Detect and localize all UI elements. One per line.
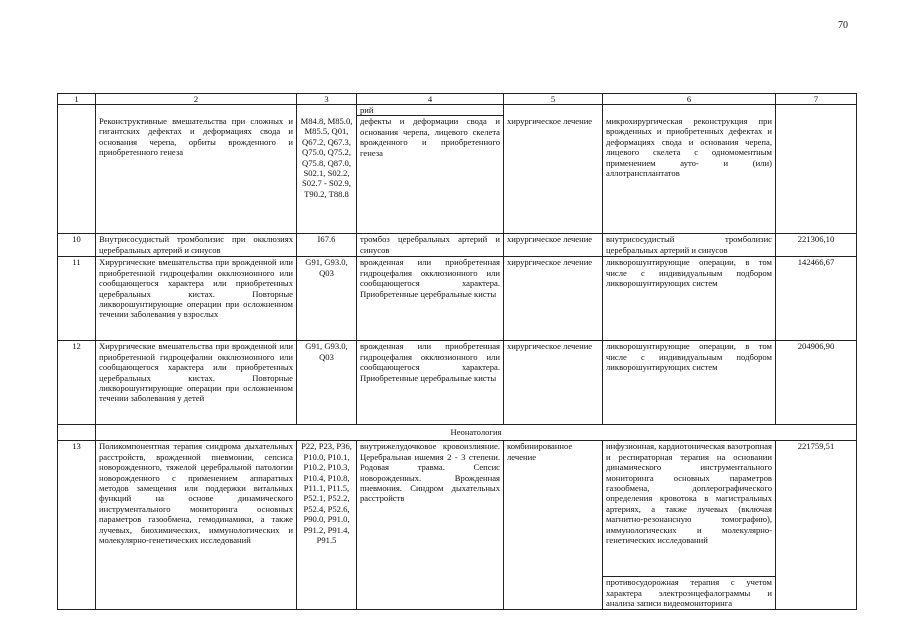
cell-text: противосудорожная терапия с учетом характера электроэнцефалограммы и анализа записи видеомониторинга	[606, 577, 772, 609]
header-cell: 2	[96, 94, 297, 105]
cell-icd-codes: G91, G93.0, Q03	[297, 341, 357, 425]
cell-treatment-method: внутрисосудистый тромболизис церебральных артерий и синусов	[603, 234, 776, 257]
header-cell: 1	[58, 94, 96, 105]
header-cell: 7	[776, 94, 857, 105]
cell-treatment-type: хирургическое лечение	[504, 234, 603, 257]
cell-diagnosis: дефекты и деформации свода и основания черепа, лицевого скелета врожденного и приобретенного генеза	[357, 116, 504, 234]
cell-num	[58, 105, 96, 234]
cell-num: 13	[58, 441, 96, 610]
cell-diagnosis: внутрижелудочковое кровоизлияние. Церебральная ишемия 2 - 3 степени. Родовая травма. Сепсис новорожденных. Врожденная пневмония. Синдром дыхательных расстройств	[357, 441, 504, 610]
cell-treatment-method: ликворошунтирующие операции, в том числе с индивидуальным подбором ликворошунтирующих систем	[603, 341, 776, 425]
cell-service-name: Поликомпонентная терапия синдрома дыхательных расстройств, врожденной пневмонии, сепсиса новорожденного, тяжелой церебральной патологии новорожденного с применением аппаратных методов замещения или поддержки витальных функций на основе динамического инструментального мониторинга основных параметров газообмена, гемодинамики, а также лучевых, биохимических, иммунологических и молекулярно-генетических исследований	[96, 441, 297, 610]
cell-diagnosis-tail: рий	[357, 105, 504, 116]
header-cell: 3	[297, 94, 357, 105]
cell-icd-codes: P22, P23, P36, P10.0, P10.1, P10.2, P10.3, P10.4, P10.8, P11.1, P11.5, P52.1, P52.2, P52.4, P52.6, P90.0, P91.0, P91.2, P91.4, P91.5	[297, 441, 357, 610]
cell-treatment-type: хирургическое лечение	[504, 116, 603, 234]
cell-treatment-type: хирургическое лечение	[504, 257, 603, 341]
header-cell: 6	[603, 94, 776, 105]
cell-price: 221759,51	[776, 441, 857, 610]
cell-diagnosis: врожденная или приобретенная гидроцефалия окклюзионного или сообщающегося характера. Приобретенные церебральные кисты	[357, 341, 504, 425]
cell-icd-codes: M84.8, M85.0, M85.5, Q01, Q67.2, Q67.3, Q75.0, Q75.2, Q75.8, Q87.0, S02.1, S02.2, S02.7 - S02.9, T90.2, T88.8	[297, 116, 357, 234]
cell-empty	[58, 425, 96, 441]
cell-empty	[297, 105, 357, 116]
cell-service-name: Реконструктивные вмешательства при сложных и гигантских дефектах и деформациях свода и основания черепа, орбиты врожденного и приобретенного генеза	[96, 116, 297, 234]
cell-price: 204906,90	[776, 341, 857, 425]
header-cell: 5	[504, 94, 603, 105]
services-table	[57, 93, 857, 610]
page-number: 70	[838, 20, 848, 31]
cell-icd-codes: G91, G93.0, Q03	[297, 257, 357, 341]
cell-num: 11	[58, 257, 96, 341]
table-row	[58, 234, 857, 257]
cell-treatment-type: хирургическое лечение	[504, 341, 603, 425]
cell-empty	[96, 105, 297, 116]
cell-icd-codes: I67.6	[297, 234, 357, 257]
cell-num: 10	[58, 234, 96, 257]
cell-price: 142466,67	[776, 257, 857, 341]
section-title: Неонатология	[96, 425, 857, 441]
header-cell: 4	[357, 94, 504, 105]
cell-diagnosis: врожденная или приобретенная гидроцефалия окклюзионного или сообщающегося характера. Приобретенные церебральные кисты	[357, 257, 504, 341]
table-row	[58, 105, 857, 116]
cell-empty	[504, 105, 603, 116]
cell-treatment-method: микрохирургическая реконструкция при врожденных и приобретенных дефектах и деформациях свода и основания черепа, лицевого скелета с одномоментным применением ауто- и (или) аллотрансплантатов	[603, 116, 776, 234]
cell-num: 12	[58, 341, 96, 425]
cell-treatment-method	[603, 577, 776, 610]
section-row	[58, 425, 857, 441]
table-row	[58, 341, 857, 425]
cell-empty	[603, 105, 776, 116]
cell-treatment-method: инфузионная, кардиотоническая вазотропная и респираторная терапия на основании динамического инструментального мониторинга основных параметров газообмена, доплерографического определения кровотока в магистральных артериях, а также лучевых (включая магнитно-резонансную томографию), иммунологических и молекулярно-генетических исследований	[603, 441, 776, 577]
table-row	[58, 257, 857, 341]
cell-price: 221306,10	[776, 234, 857, 257]
cell-diagnosis: тромбоз церебральных артерий и синусов	[357, 234, 504, 257]
table-header-row	[58, 94, 857, 105]
cell-service-name: Хирургические вмешательства при врожденной или приобретенной гидроцефалии окклюзионного или сообщающегося характера или приобретенных церебральных кистах. Повторные ликворошунтирующие операции при осложненном течении заболевания у взрослых	[96, 257, 297, 341]
cell-service-name: Хирургические вмешательства при врожденной или приобретенной гидроцефалии окклюзионного или сообщающегося характера или приобретенных церебральных кистах. Повторные ликворошунтирующие операции при осложненном течении заболевания у детей	[96, 341, 297, 425]
cell-service-name: Внутрисосудистый тромболизис при окклюзиях церебральных артерий и синусов	[96, 234, 297, 257]
table-row	[58, 441, 857, 577]
cell-treatment-type: комбинированное лечение	[504, 441, 603, 610]
table-row	[58, 116, 857, 234]
cell-treatment-method: ликворошунтирующие операции, в том числе с индивидуальным подбором ликворошунтирующих систем	[603, 257, 776, 341]
cell-empty	[776, 105, 857, 234]
